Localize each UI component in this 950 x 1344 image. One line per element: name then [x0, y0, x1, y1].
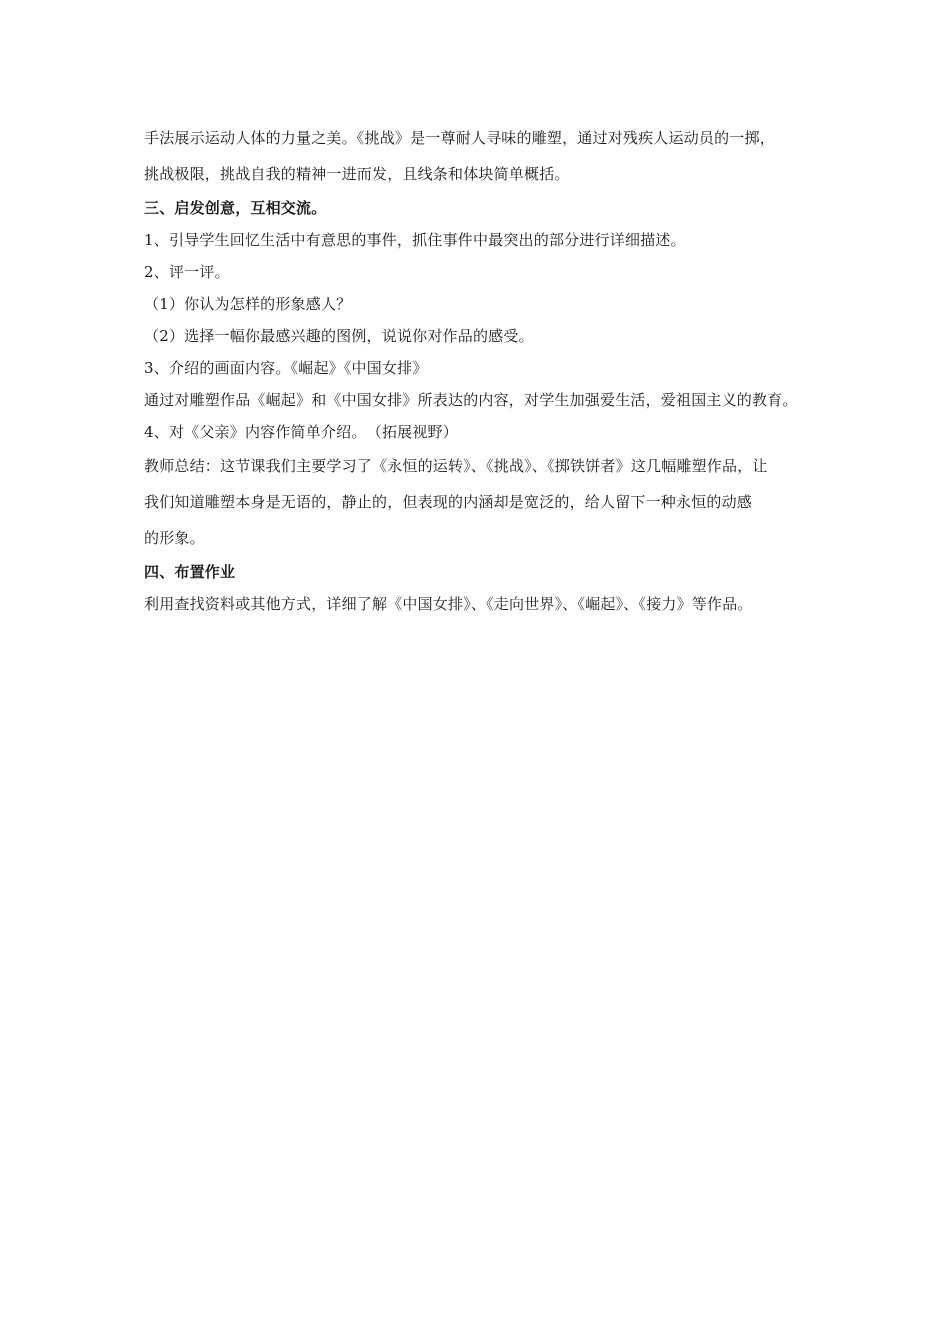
list-item: 1、引导学生回忆生活中有意思的事件，抓住事件中最突出的部分进行详细描述。 — [144, 231, 686, 249]
list-item: 3、介绍的画面内容。《崛起》《中国女排》 — [144, 359, 428, 377]
document-body — [144, 120, 824, 620]
paragraph-line: 挑战极限，挑战自我的精神一进而发，且线条和体块简单概括。 — [144, 165, 570, 183]
paragraph-line: 通过对雕塑作品《崛起》和《中国女排》所表达的内容，对学生加强爱生活，爱祖国主义的教育。 — [144, 391, 798, 409]
section-heading-3: 三、启发创意，互相交流。 — [144, 199, 327, 217]
paragraph-line: 教师总结：这节课我们主要学习了《永恒的运转》、《挑战》、《掷铁饼者》这几幅雕塑作品，让 — [144, 457, 768, 475]
sub-list-item: （2）选择一幅你最感兴趣的图例，说说你对作品的感受。 — [144, 327, 534, 345]
paragraph-line: 手法展示运动人体的力量之美。《挑战》是一尊耐人寻味的雕塑，通过对残疾人运动员的一掷， — [144, 129, 775, 147]
paragraph-line: 利用查找资料或其他方式，详细了解《中国女排》、《走向世界》、《崛起》、《接力》等作品。 — [144, 595, 753, 613]
list-item: 2、评一评。 — [144, 263, 230, 281]
sub-list-item: （1）你认为怎样的形象感人？ — [144, 295, 352, 313]
section-heading-4: 四、布置作业 — [144, 563, 236, 581]
paragraph-line: 我们知道雕塑本身是无语的，静止的，但表现的内涵却是宽泛的，给人留下一种永恒的动感 — [144, 493, 753, 511]
paragraph-line: 的形象。 — [144, 529, 205, 547]
list-item: 4、对《父亲》内容作简单介绍。 （拓展视野） — [144, 423, 458, 441]
